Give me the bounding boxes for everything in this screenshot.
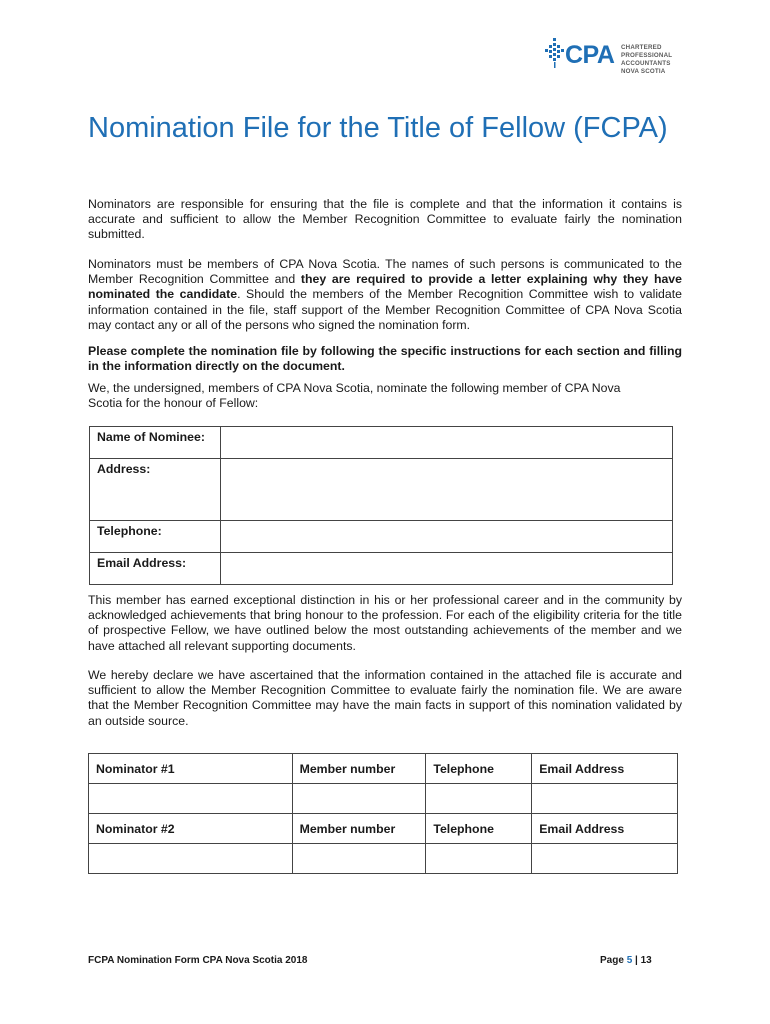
nominator-1-telephone-field[interactable] (426, 784, 532, 814)
nominator-2-telephone-label: Telephone (426, 814, 532, 844)
table-row (89, 814, 678, 844)
table-row (89, 844, 678, 874)
intro-paragraph: Nominators are responsible for ensuring that the file is complete and that the information it contains is accurate and sufficient to allow the Member Recognition Committee to evaluate fairly the nomination submitted. (88, 197, 682, 242)
nominator-1-email-field[interactable] (532, 784, 678, 814)
distinction-paragraph: This member has earned exceptional distinction in his or her professional career and in the community by acknowledged achievements that bring honour to the profession. For each of the eligibility criteria for the title of prospective Fellow, we have outlined below the most outstanding achievements of the member and we have attached all relevant supporting documents. (88, 593, 682, 653)
page-title: Nomination File for the Title of Fellow (FCPA) (88, 112, 668, 144)
nominee-name-label: Name of Nominee: (90, 427, 221, 459)
nominators-requirements-paragraph: Nominators must be members of CPA Nova Scotia. The names of such persons is communicated to the Member Recognition Committee and they are required to provide a letter explaining why they have nominated the candidate. Should the members of the Member Recognition Committee wish to validate information contained in the file, staff support of the Member Recognition Committee of CPA Nova Scotia may contact any or all of the persons who signed the nomination form. (88, 257, 682, 332)
nominee-address-field[interactable] (221, 459, 673, 521)
nominator-1-label: Nominator #1 (89, 754, 293, 784)
nominator-1-telephone-label: Telephone (426, 754, 532, 784)
nominators-table (88, 753, 678, 874)
footer-document-name: FCPA Nomination Form CPA Nova Scotia 2018 (88, 955, 308, 966)
nominee-name-field[interactable] (221, 427, 673, 459)
nominator-2-name-field[interactable] (89, 844, 293, 874)
table-row (89, 754, 678, 784)
nominee-telephone-field[interactable] (221, 521, 673, 553)
nominator-2-member-number-field[interactable] (292, 844, 426, 874)
maple-leaf-icon (543, 36, 567, 70)
cpa-logo (543, 36, 673, 78)
nominator-2-label: Nominator #2 (89, 814, 293, 844)
nominator-1-member-number-label: Member number (292, 754, 426, 784)
nominee-address-label: Address: (90, 459, 221, 521)
logo-words: CHARTERED PROFESSIONAL ACCOUNTANTS NOVA SCOTIA (621, 44, 673, 75)
footer-page-number: Page 5 | 13 (600, 955, 652, 966)
table-row (89, 784, 678, 814)
nominator-2-telephone-field[interactable] (426, 844, 532, 874)
nominator-1-name-field[interactable] (89, 784, 293, 814)
nominee-table (89, 426, 673, 585)
instruction-paragraph: Please complete the nomination file by following the specific instructions for each section and filling in the information directly on the document. (88, 344, 682, 374)
logo-lettering: CPA (565, 41, 615, 69)
nominee-email-field[interactable] (221, 553, 673, 585)
nominee-email-label: Email Address: (90, 553, 221, 585)
nominee-telephone-label: Telephone: (90, 521, 221, 553)
nominator-1-member-number-field[interactable] (292, 784, 426, 814)
declaration-intro: We, the undersigned, members of CPA Nova Scotia, nominate the following member of CPA Nova Scotia for the honour of Fellow: (88, 381, 621, 411)
nominator-2-email-label: Email Address (532, 814, 678, 844)
declaration-paragraph: We hereby declare we have ascertained that the information contained in the attached file is accurate and sufficient to allow the Member Recognition Committee to evaluate fairly the nomination file. We are aware that the Member Recognition Committee may have the main facts in support of this nomination validated by an outside source. (88, 668, 682, 728)
nominator-1-email-label: Email Address (532, 754, 678, 784)
nominator-2-email-field[interactable] (532, 844, 678, 874)
nominator-2-member-number-label: Member number (292, 814, 426, 844)
